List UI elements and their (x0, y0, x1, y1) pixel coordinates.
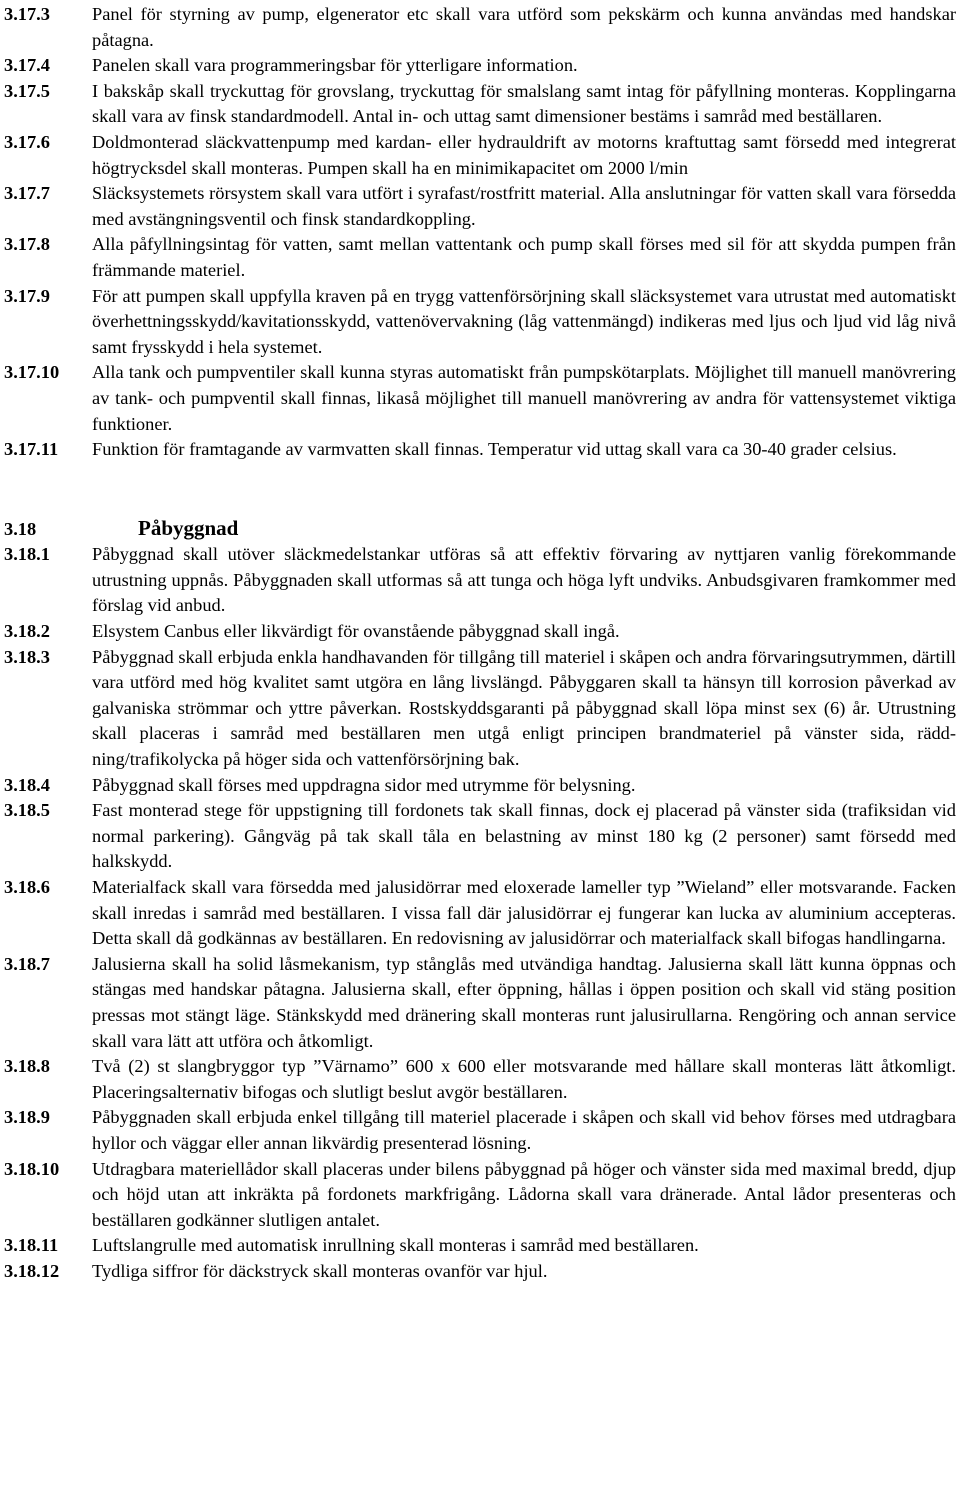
clause-text: Panel för styrning av pump, elgenerator etc skall vara utförd som pekskärm och kunna användas med handskar påtagna. (92, 4, 956, 50)
section-title: Påbyggnad (138, 515, 239, 540)
document-page (4, 2, 956, 1285)
clause-number: 3.17.10 (4, 362, 60, 383)
clause-3-17-6 (4, 130, 956, 181)
clause-3-17-11 (4, 437, 956, 463)
clause-text: Två (2) st slangbryggor typ ”Värnamo” 600 x 600 eller motsvarande med hållare skall monteras lätt åtkomligt. Placeringsalternativ bifogas och slutligt beslut avgör beställaren. (92, 1056, 956, 1102)
clause-number: 3.17.5 (4, 80, 50, 101)
clause-number: 3.17.3 (4, 4, 50, 24)
clause-number: 3.18.8 (4, 1056, 50, 1077)
clause-3-18-6 (4, 875, 956, 952)
clause-text: Påbyggnaden skall erbjuda enkel tillgång till materiel placerade i skåpen och skall vid behov förses med utdragbara hyllor och väggar eller annan likvärdig presenterad lösning. (92, 1107, 956, 1153)
clause-number: 3.17.8 (4, 234, 50, 255)
clause-3-18-5 (4, 798, 956, 875)
clause-text: Funktion för framtagande av varmvatten skall finnas. Temperatur vid uttag skall vara ca 30-40 grader celsius. (92, 439, 897, 460)
clause-3-18-3 (4, 645, 956, 773)
clause-3-18-9 (4, 1105, 956, 1156)
clause-3-17-3 (4, 2, 956, 53)
clause-3-18-11 (4, 1233, 956, 1259)
clause-number: 3.18.1 (4, 544, 50, 565)
clause-number: 3.18.12 (4, 1260, 60, 1281)
clause-number: 3.18.10 (4, 1158, 60, 1179)
clause-number: 3.18.3 (4, 646, 50, 667)
clause-number: 3.18.7 (4, 953, 50, 974)
clause-number: 3.18.9 (4, 1107, 50, 1128)
clause-text: I bakskåp skall tryckuttag för grovslang, tryckuttag för smalslang samt intag för påfyllning monteras. Kopplingarna skall vara av finsk standardmodell. Antal in- och uttag samt dimensioner bestäms i samråd med beställaren. (92, 80, 956, 127)
clause-3-18-10 (4, 1157, 956, 1234)
clause-text: Elsystem Canbus eller likvärdigt för ovanstående påbyggnad skall ingå. (92, 621, 620, 642)
clause-text: Jalusierna skall ha solid låsmekanism, typ stånglås med utvändiga handtag. Jalusierna skall lätt kunna öppnas och stängas med handskar påtagna. Jalusierna skall, efter öppning, hållas i öppen position och skall vid stäng position pressas mot stängt läge. Stänkskydd med dränering skall monteras runt jalusirullarna. Rengöring och annan service skall vara lätt att utföra och åtkomligt. (92, 953, 956, 1051)
clause-3-18-2 (4, 619, 956, 645)
clause-text: Materialfack skall vara försedda med jalusidörrar med eloxerade lameller typ ”Wieland” eller motsvarande. Facken skall inredas i samråd med beställaren. I vissa fall där jalusidörrar ej fungerar kan lucka av aluminium accepteras. Detta skall då godkännas av beställaren. En redovisning av jalusidörrar och materialfack skall bifogas handlingarna. (92, 877, 956, 949)
clause-number: 3.18.4 (4, 774, 50, 795)
clause-3-18-7 (4, 952, 956, 1054)
clause-3-17-4 (4, 53, 956, 79)
clause-number: 3.17.6 (4, 131, 50, 152)
section-heading-3-18 (4, 516, 956, 543)
clause-text: Luftslangrulle med automatisk inrullning skall monteras i samråd med beställaren. (92, 1235, 699, 1256)
clause-3-18-8 (4, 1054, 956, 1105)
clause-text: Doldmonterad släckvattenpump med kardan- eller hydrauldrift av motorns kraftuttag samt försedd med integrerat högtrycksdel skall monteras. Pumpen skall ha en minimikapacitet om 2000 l/min (92, 131, 956, 178)
clause-3-17-9 (4, 284, 956, 361)
clause-3-18-12 (4, 1259, 956, 1285)
clause-text: Påbyggnad skall erbjuda enkla handhavanden för tillgång till materiel i skåpen och andra förvaringsutrymmen, därtill vara utförd med hög kvalitet samt utgöra en lång livslängd. Påbyggaren skall ta hänsyn till korrosion påverkad av galvaniska strömmar och yttre påverkan. Rostskyddsgaranti på påbyggnad skall löpa minst sex (6) år. Utrustning skall placeras i samråd med beställaren men utgå enligt principen brandmateriel på vänster sida, räddning/trafikolycka på höger sida och vattenförsörjning bak. (92, 646, 956, 770)
clause-number: 3.18.6 (4, 877, 50, 897)
clause-number: 3.18.2 (4, 621, 50, 642)
clause-number: 3.18.5 (4, 800, 50, 821)
clause-3-17-10 (4, 360, 956, 437)
clause-text: Alla påfyllningsintag för vatten, samt mellan vattentank och pump skall förses med sil för att skydda pumpen från främmande materiel. (92, 234, 956, 280)
clause-number: 3.17.9 (4, 285, 50, 306)
clause-3-17-5 (4, 79, 956, 130)
clause-number: 3.18.11 (4, 1235, 59, 1256)
clause-text: För att pumpen skall uppfylla kraven på en trygg vattenförsörjning skall släcksystemet vara utrustat med automatiskt överhettningsskydd/kavitationsskydd, vattenövervakning (låg vattenmängd) indikeras med ljus och ljud vid låg nivå samt frysskydd i hela systemet. (92, 285, 956, 357)
clause-3-18-1 (4, 542, 956, 619)
clause-number: 3.17.11 (4, 439, 59, 460)
clause-text: Panelen skall vara programmeringsbar för ytterligare information. (92, 55, 578, 76)
clause-number: 3.17.7 (4, 183, 50, 204)
clause-text: Påbyggnad skall utöver släckmedelstankar utföras så att effektiv förvaring av nyttjaren vanlig förekommande utrustning uppnås. Påbyggnaden skall utformas så att tunga och höga lyft undviks. Anbudsgivaren framkommer med förslag vid anbud. (92, 544, 956, 616)
clause-number: 3.17.4 (4, 55, 50, 76)
clause-3-17-7 (4, 181, 956, 232)
clause-text: Utdragbara materiellådor skall placeras under bilens påbyggnad på höger och vänster sida med maximal bredd, djup och höjd utan att inkräkta på fordonets markfrigång. Lådorna skall vara dränerade. Antal lådor presenteras och beställaren godkänner slutligen antalet. (92, 1158, 956, 1230)
clause-3-17-8 (4, 232, 956, 283)
clause-text: Släcksystemets rörsystem skall vara utfört i syrafast/rostfritt material. Alla anslutningar för vatten skall vara försedda med avstängningsventil och finsk standardkoppling. (92, 183, 956, 229)
clause-text: Fast monterad stege för uppstigning till fordonets tak skall finnas, dock ej placerad på vänster sida (trafiksidan vid normal parkering). Gångväg på tak skall tåla en belastning av minst 180 kg (2 personer) samt försedd med halkskydd. (92, 800, 956, 872)
clause-text: Påbyggnad skall förses med uppdragna sidor med utrymme för belysning. (92, 774, 636, 795)
clause-text: Alla tank och pumpventiler skall kunna styras automatiskt från pumpskötarplats. Möjlighet till manuell manövrering av tank- och pumpventil skall finnas, likaså möjlighet till manuell manövrering av andra för vattensystemet viktiga funktioner. (92, 362, 956, 434)
section-spacer (4, 463, 956, 516)
clause-text: Tydliga siffror för däckstryck skall monteras ovanför var hjul. (92, 1260, 548, 1281)
section-number: 3.18 (4, 518, 37, 539)
clause-3-18-4 (4, 773, 956, 799)
